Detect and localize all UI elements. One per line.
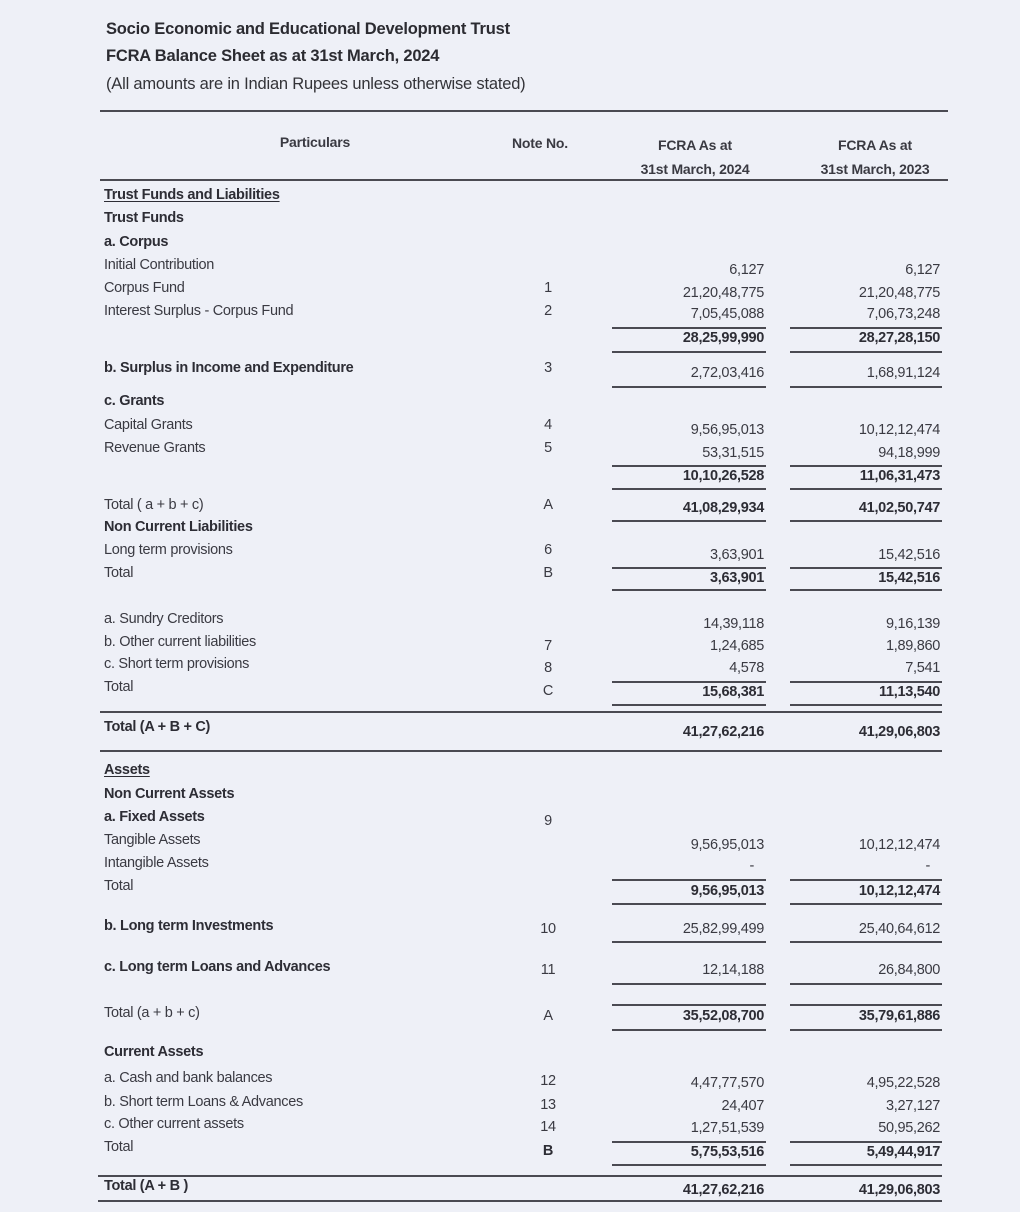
table-row-grand-total — [0, 719, 1020, 739]
table-row — [0, 234, 1020, 254]
grand-total-rule-top — [98, 1175, 942, 1177]
value-2023: 7,541 — [905, 660, 940, 676]
row-label: b. Long term Investments — [104, 918, 274, 934]
total-rule — [790, 941, 942, 943]
row-label: a. Sundry Creditors — [104, 611, 224, 627]
subtotal-rule — [612, 488, 766, 490]
value-2023: 41,29,06,803 — [858, 724, 940, 740]
table-row — [0, 918, 1020, 938]
value-2024: 15,68,381 — [702, 684, 764, 700]
value-2024: 25,82,99,499 — [682, 921, 764, 937]
value-2024: 6,127 — [729, 262, 764, 278]
table-row-subtotal — [0, 330, 1020, 350]
subheading-trust-funds: Trust Funds — [104, 210, 184, 226]
value-2023: 10,12,12,474 — [858, 883, 940, 899]
org-name: Socio Economic and Educational Development Trust — [106, 20, 510, 38]
table-row — [0, 855, 1020, 875]
value-2024: 14,39,118 — [703, 616, 764, 632]
col-header-2024-line1: FCRA As at — [658, 137, 732, 153]
table-row — [0, 303, 1020, 323]
table-row — [0, 786, 1020, 806]
value-2024: 9,56,95,013 — [690, 422, 764, 438]
row-label: Total ( a + b + c) — [104, 497, 204, 513]
row-label: c. Short term provisions — [104, 656, 250, 672]
value-2024: 9,56,95,013 — [690, 883, 764, 899]
subheading-non-current-liabilities: Non Current Liabilities — [104, 519, 253, 535]
subtotal-rule — [612, 327, 766, 329]
table-row — [0, 360, 1020, 380]
header-rule — [100, 110, 948, 112]
note-number: B — [542, 1143, 554, 1159]
value-2023: 41,29,06,803 — [858, 1182, 940, 1198]
value-2024: 21,20,48,775 — [682, 285, 764, 301]
note-number: 2 — [544, 303, 552, 319]
subtotal-rule — [790, 351, 942, 353]
note-number: 12 — [540, 1073, 556, 1089]
table-row — [0, 634, 1020, 654]
row-label: Corpus Fund — [104, 280, 185, 296]
note-number: 14 — [540, 1119, 556, 1135]
value-2024: 24,407 — [721, 1098, 764, 1114]
value-2024: 3,63,901 — [709, 547, 764, 563]
value-2024: 9,56,95,013 — [690, 837, 764, 853]
value-2024: 41,08,29,934 — [682, 500, 764, 516]
note-number: 13 — [540, 1097, 556, 1113]
note-number: 6 — [544, 542, 552, 558]
note-number: 3 — [544, 360, 552, 376]
value-2024: 35,52,08,700 — [682, 1008, 764, 1024]
value-2024: 1,24,685 — [709, 638, 764, 654]
row-label: Intangible Assets — [104, 855, 209, 871]
table-row — [0, 809, 1020, 829]
total-rule — [612, 941, 766, 943]
row-label: Total (A + B + C) — [104, 719, 211, 735]
table-row-total — [0, 679, 1020, 699]
value-2024: 41,27,62,216 — [682, 1182, 764, 1198]
table-row — [0, 1044, 1020, 1064]
table-row — [0, 280, 1020, 300]
value-2023: 15,42,516 — [878, 570, 940, 586]
value-2024: 5,75,53,516 — [690, 1144, 764, 1160]
row-label: b. Short term Loans & Advances — [104, 1094, 303, 1110]
note-number: B — [543, 565, 553, 581]
value-2023: 15,42,516 — [878, 547, 940, 563]
note-number: C — [542, 683, 554, 699]
value-2023: 41,02,50,747 — [858, 500, 940, 516]
row-label: c. Other current assets — [104, 1116, 244, 1132]
table-row — [0, 959, 1020, 979]
table-row — [0, 393, 1020, 413]
table-row-subtotal — [0, 468, 1020, 488]
table-row-total — [0, 1005, 1020, 1025]
column-header-rule — [100, 179, 948, 181]
col-header-particulars: Particulars — [279, 134, 351, 150]
value-2023: 11,06,31,473 — [859, 468, 940, 484]
value-2024: 2,72,03,416 — [690, 365, 764, 381]
section-heading-trust-funds-liabilities: Trust Funds and Liabilities — [104, 187, 280, 203]
subtotal-rule — [612, 465, 766, 467]
note-number: 5 — [544, 440, 552, 456]
value-2023: 21,20,48,775 — [858, 285, 940, 301]
total-rule — [612, 983, 766, 985]
total-rule — [612, 903, 766, 905]
table-row — [0, 417, 1020, 437]
value-2023: 28,27,28,150 — [858, 330, 940, 346]
note-number: 8 — [544, 660, 552, 676]
value-2024: 41,27,62,216 — [682, 724, 764, 740]
col-header-2024-line2: 31st March, 2024 — [640, 161, 750, 177]
value-2023: 11,13,540 — [878, 684, 940, 700]
value-2023: 5,49,44,917 — [866, 1144, 940, 1160]
row-label: Total — [104, 565, 134, 581]
row-label: Long term provisions — [104, 542, 233, 558]
table-row — [0, 542, 1020, 562]
row-label: Total (A + B ) — [104, 1178, 189, 1194]
note-number: A — [543, 497, 553, 513]
value-2023: 26,84,800 — [878, 962, 940, 978]
col-header-note: Note No. — [512, 135, 568, 151]
table-row — [0, 1070, 1020, 1090]
table-row — [0, 257, 1020, 277]
total-rule — [612, 1029, 766, 1031]
note-number: 10 — [540, 921, 556, 937]
table-row — [0, 1116, 1020, 1136]
subtotal-rule — [790, 488, 942, 490]
page-title: FCRA Balance Sheet as at 31st March, 2024 — [106, 47, 440, 65]
row-label: Total (a + b + c) — [104, 1005, 200, 1021]
table-row-total — [0, 497, 1020, 517]
subtotal-rule — [612, 351, 766, 353]
row-label: Interest Surplus - Corpus Fund — [104, 303, 294, 319]
table-row — [0, 187, 1020, 207]
subheading-corpus: a. Corpus — [104, 234, 169, 250]
table-row-total — [0, 878, 1020, 898]
row-label: b. Surplus in Income and Expenditure — [104, 360, 354, 376]
table-row-grand-total — [0, 1178, 1020, 1198]
row-label: Total — [104, 679, 134, 695]
value-2023: - — [925, 858, 930, 874]
total-rule — [612, 589, 766, 591]
table-row-total — [0, 1139, 1020, 1159]
total-rule — [612, 1164, 766, 1166]
subheading-current-assets: Current Assets — [104, 1044, 204, 1060]
total-rule — [790, 903, 942, 905]
value-2023: 1,68,91,124 — [866, 365, 940, 381]
subheading-grants: c. Grants — [104, 393, 165, 409]
total-rule — [790, 1029, 942, 1031]
table-row — [0, 762, 1020, 782]
note-number: 1 — [544, 280, 552, 296]
table-row — [0, 440, 1020, 460]
grand-total-rule-bottom — [100, 750, 942, 752]
table-row — [0, 210, 1020, 230]
value-2024: 1,27,51,539 — [690, 1120, 764, 1136]
row-label: c. Long term Loans and Advances — [104, 959, 331, 975]
value-2023: 6,127 — [905, 262, 940, 278]
value-2023: 7,06,73,248 — [866, 306, 940, 322]
section-heading-assets: Assets — [104, 762, 150, 778]
subtotal-rule — [790, 327, 942, 329]
note-number: A — [543, 1008, 553, 1024]
total-rule — [790, 386, 942, 388]
total-rule — [790, 1164, 942, 1166]
value-2023: 10,12,12,474 — [858, 422, 940, 438]
value-2024: 53,31,515 — [702, 445, 764, 461]
total-rule — [612, 704, 766, 706]
table-row — [0, 656, 1020, 676]
value-2024: 4,47,77,570 — [690, 1075, 764, 1091]
grand-total-rule-top — [100, 711, 942, 713]
value-2023: 10,12,12,474 — [858, 837, 940, 853]
value-2024: 7,05,45,088 — [690, 306, 764, 322]
note-number: 9 — [544, 813, 552, 829]
subheading-fixed-assets: a. Fixed Assets — [104, 809, 205, 825]
table-row — [0, 611, 1020, 631]
col-header-2023-line1: FCRA As at — [838, 137, 912, 153]
value-2023: 4,95,22,528 — [866, 1075, 940, 1091]
row-label: b. Other current liabilities — [104, 634, 256, 650]
subheading-non-current-assets: Non Current Assets — [104, 786, 235, 802]
row-label: Revenue Grants — [104, 440, 206, 456]
value-2024: 12,14,188 — [702, 962, 764, 978]
value-2023: 94,18,999 — [878, 445, 940, 461]
note-number: 11 — [540, 962, 556, 978]
total-rule — [790, 589, 942, 591]
total-rule — [612, 386, 766, 388]
value-2024: 28,25,99,990 — [682, 330, 764, 346]
grand-total-rule-bottom — [98, 1200, 942, 1202]
table-row — [0, 1094, 1020, 1114]
value-2023: 3,27,127 — [885, 1098, 940, 1114]
value-2023: 1,89,860 — [885, 638, 940, 654]
row-label: Tangible Assets — [104, 832, 201, 848]
subtotal-rule — [790, 465, 942, 467]
row-label: Initial Contribution — [104, 257, 215, 273]
row-label: Capital Grants — [104, 417, 193, 433]
total-rule — [790, 704, 942, 706]
row-label: Total — [104, 878, 134, 894]
note-number: 7 — [544, 638, 552, 654]
table-row — [0, 832, 1020, 852]
row-label: a. Cash and bank balances — [104, 1070, 273, 1086]
value-2024: - — [749, 858, 754, 874]
value-2023: 9,16,139 — [885, 616, 940, 632]
page-subtitle: (All amounts are in Indian Rupees unless otherwise stated) — [106, 75, 526, 93]
value-2023: 25,40,64,612 — [858, 921, 940, 937]
col-header-2023-line2: 31st March, 2023 — [820, 161, 930, 177]
table-row — [0, 519, 1020, 539]
value-2024: 3,63,901 — [709, 570, 764, 586]
value-2024: 4,578 — [729, 660, 764, 676]
table-row-total — [0, 565, 1020, 585]
row-label: Total — [104, 1139, 134, 1155]
value-2023: 35,79,61,886 — [858, 1008, 940, 1024]
value-2023: 50,95,262 — [878, 1120, 940, 1136]
value-2024: 10,10,26,528 — [682, 468, 764, 484]
total-rule — [790, 983, 942, 985]
note-number: 4 — [544, 417, 552, 433]
